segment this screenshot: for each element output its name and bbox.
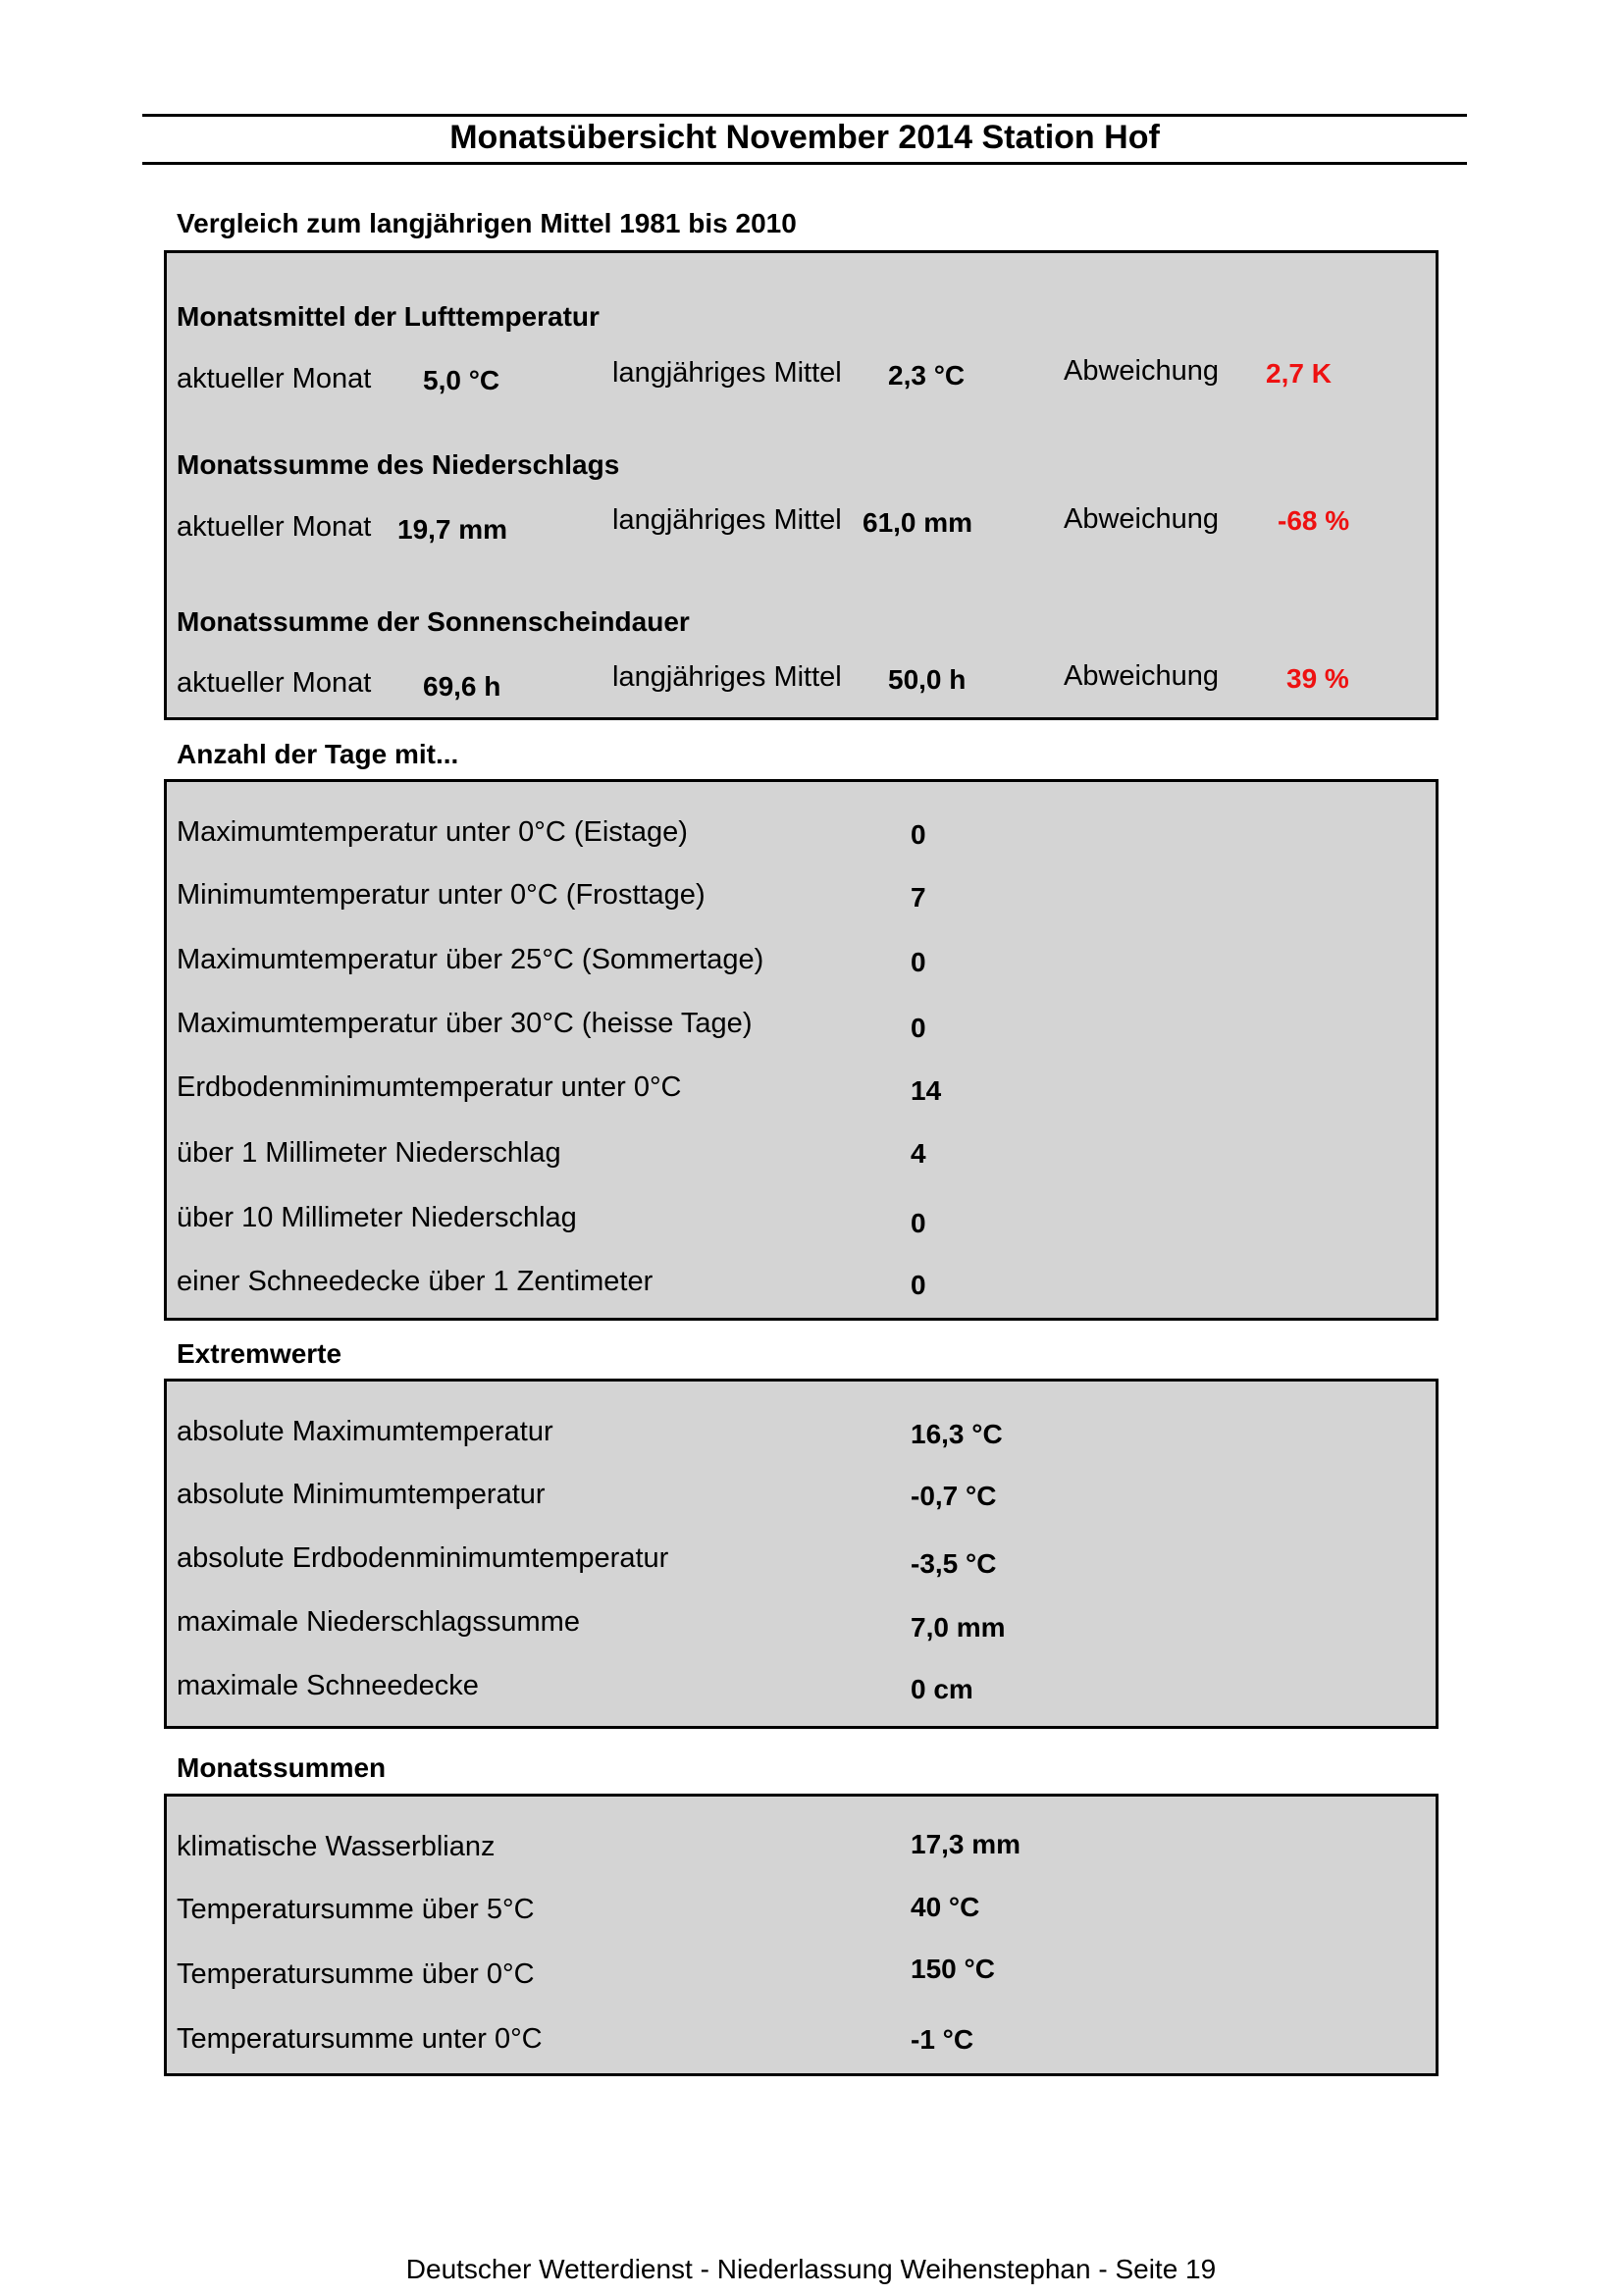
days-row-value: 0 bbox=[911, 819, 926, 850]
extremes-row-value: 0 cm bbox=[911, 1674, 973, 1704]
sums-row-label: Temperatursumme über 0°C bbox=[177, 1958, 535, 1990]
precipitation-mean-label: langjähriges Mittel bbox=[612, 504, 842, 536]
extremes-row-label: absolute Maximumtemperatur bbox=[177, 1416, 553, 1447]
page-footer: Deutscher Wetterdienst - Niederlassung Weihenstephan - Seite 19 bbox=[405, 2254, 1217, 2284]
precipitation-heading: Monatssumme des Niederschlags bbox=[177, 449, 620, 480]
sums-row-label: Temperatursumme über 5°C bbox=[177, 1894, 535, 1925]
days-row-label: einer Schneedecke über 1 Zentimeter bbox=[177, 1266, 654, 1297]
days-row-value: 7 bbox=[911, 882, 926, 913]
sums-row-label: Temperatursumme unter 0°C bbox=[177, 2023, 543, 2055]
days-row-label: Minimumtemperatur unter 0°C (Frosttage) bbox=[177, 879, 706, 911]
page-title: Monatsübersicht November 2014 Station Hof bbox=[449, 119, 1160, 156]
precipitation-current-value: 19,7 mm bbox=[397, 514, 508, 545]
sunshine-mean-label: langjähriges Mittel bbox=[612, 661, 842, 693]
extremes-row-label: absolute Erdbodenminimumtemperatur bbox=[177, 1542, 669, 1574]
days-row-value: 4 bbox=[911, 1138, 926, 1169]
sums-row-value: 17,3 mm bbox=[911, 1829, 1021, 1859]
days-box bbox=[164, 779, 1439, 1321]
extremes-row-value: 16,3 °C bbox=[911, 1419, 1003, 1449]
days-row-label: Erdbodenminimumtemperatur unter 0°C bbox=[177, 1071, 682, 1103]
extremes-heading: Extremwerte bbox=[177, 1338, 342, 1369]
sunshine-current-label: aktueller Monat bbox=[177, 667, 372, 699]
days-row-value: 0 bbox=[911, 1270, 926, 1300]
extremes-row-label: absolute Minimumtemperatur bbox=[177, 1479, 546, 1510]
precipitation-current-label: aktueller Monat bbox=[177, 511, 372, 543]
extremes-row-label: maximale Schneedecke bbox=[177, 1670, 479, 1701]
temperature-mean-label: langjähriges Mittel bbox=[612, 357, 842, 389]
temperature-heading: Monatsmittel der Lufttemperatur bbox=[177, 301, 600, 332]
days-row-label: über 10 Millimeter Niederschlag bbox=[177, 1202, 577, 1233]
extremes-row-label: maximale Niederschlagssumme bbox=[177, 1606, 580, 1638]
days-row-value: 14 bbox=[911, 1075, 942, 1106]
sunshine-mean-value: 50,0 h bbox=[888, 664, 967, 695]
sums-heading: Monatssummen bbox=[177, 1752, 387, 1783]
temperature-current-value: 5,0 °C bbox=[423, 365, 500, 395]
precipitation-mean-value: 61,0 mm bbox=[863, 507, 973, 538]
sums-row-value: -1 °C bbox=[911, 2024, 974, 2055]
title-rule-bottom bbox=[142, 162, 1467, 165]
title-rule-top bbox=[142, 114, 1467, 117]
days-row-label: Maximumtemperatur über 30°C (heisse Tage) bbox=[177, 1008, 753, 1039]
sums-row-value: 40 °C bbox=[911, 1892, 980, 1922]
days-heading: Anzahl der Tage mit... bbox=[177, 739, 459, 769]
extremes-row-value: -3,5 °C bbox=[911, 1548, 997, 1579]
days-row-label: Maximumtemperatur über 25°C (Sommertage) bbox=[177, 944, 764, 975]
temperature-current-label: aktueller Monat bbox=[177, 363, 372, 394]
extremes-row-value: -0,7 °C bbox=[911, 1481, 997, 1511]
sunshine-deviation-label: Abweichung bbox=[1064, 660, 1219, 692]
days-row-value: 0 bbox=[911, 1208, 926, 1238]
sunshine-heading: Monatssumme der Sonnenscheindauer bbox=[177, 606, 690, 637]
sums-row-label: klimatische Wasserblianz bbox=[177, 1831, 496, 1862]
precipitation-deviation-label: Abweichung bbox=[1064, 503, 1219, 535]
extremes-row-value: 7,0 mm bbox=[911, 1612, 1006, 1643]
days-row-value: 0 bbox=[911, 1013, 926, 1043]
sunshine-deviation-value: 39 % bbox=[1286, 663, 1349, 694]
comparison-heading: Vergleich zum langjährigen Mittel 1981 bis 2010 bbox=[177, 208, 797, 238]
precipitation-deviation-value: -68 % bbox=[1278, 505, 1350, 536]
temperature-deviation-label: Abweichung bbox=[1064, 355, 1219, 387]
days-row-label: Maximumtemperatur unter 0°C (Eistage) bbox=[177, 816, 688, 848]
temperature-deviation-value: 2,7 K bbox=[1266, 358, 1332, 389]
temperature-mean-value: 2,3 °C bbox=[888, 360, 966, 391]
sums-row-value: 150 °C bbox=[911, 1954, 995, 1984]
days-row-value: 0 bbox=[911, 947, 926, 977]
sunshine-current-value: 69,6 h bbox=[423, 671, 501, 702]
days-row-label: über 1 Millimeter Niederschlag bbox=[177, 1137, 561, 1169]
